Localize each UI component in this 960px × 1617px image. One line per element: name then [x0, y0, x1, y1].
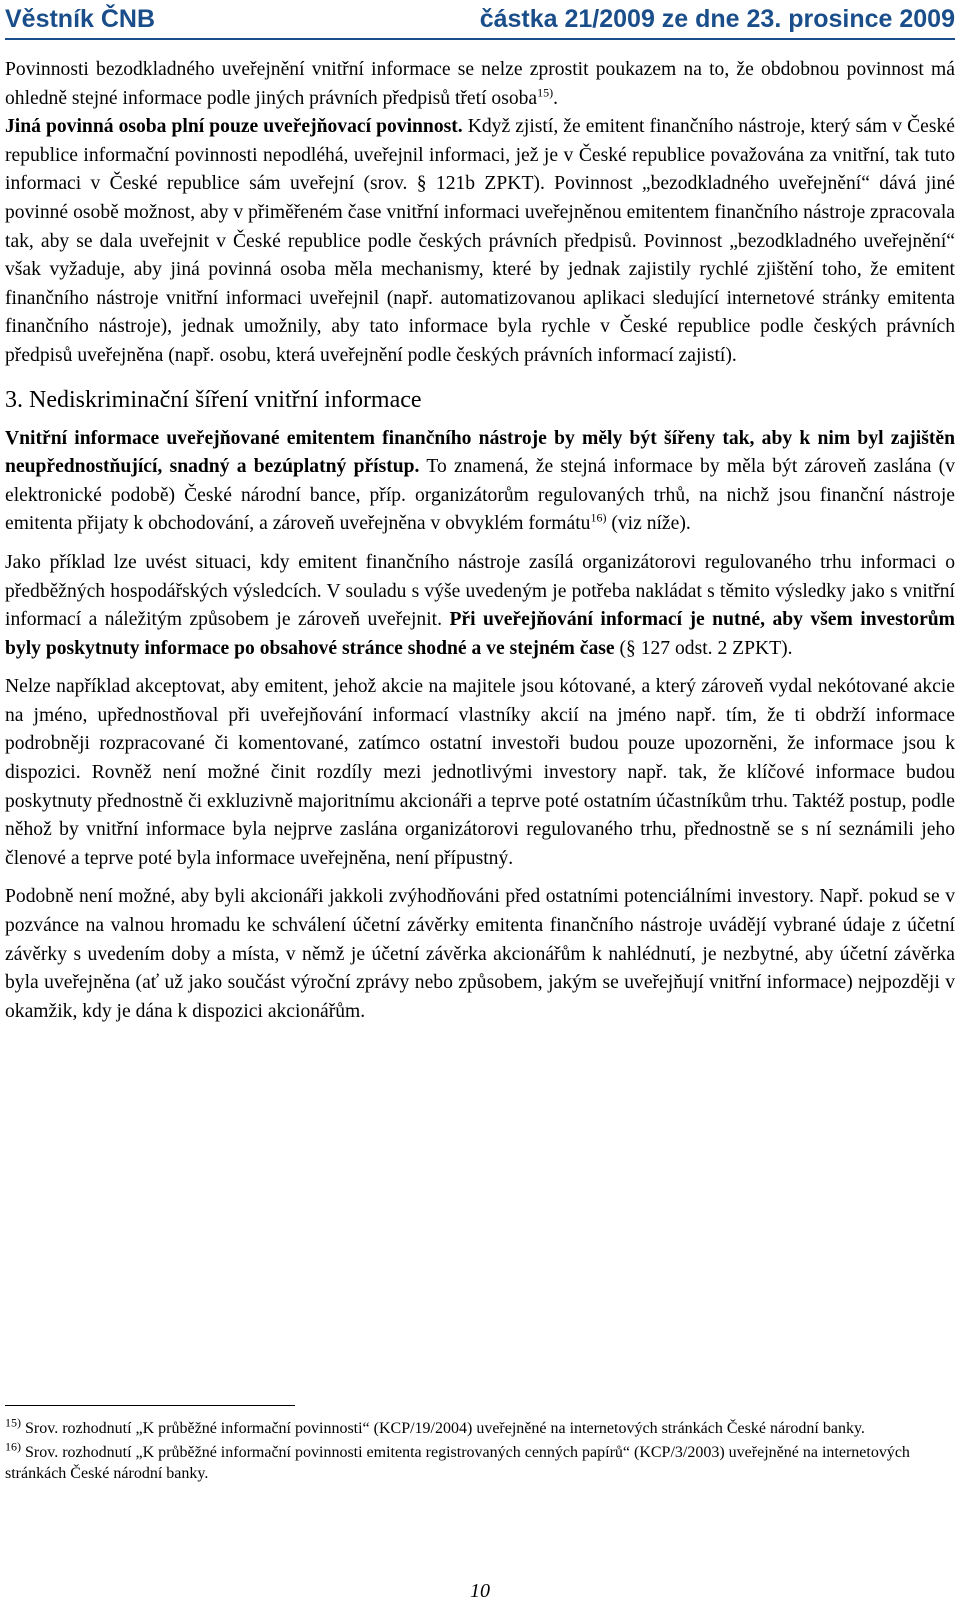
paragraph-6: [5, 883, 955, 1026]
paragraph-text: Jako příklad lze uvést situaci, kdy emitent finančního nástroje zasílá organizátorovi regulovaného trhu informaci o předběžných hospodářských výsledcích. V souladu s výše uvedeným je potřeba nakládat s těmito výsledky jako s vnitřní informací a náležitým způsobem je zároveň uveřejnit.: [5, 551, 955, 631]
paragraph-bold-lead: Vnitřní informace uveřejňované emitentem finančního nástroje by měly být šířeny tak, aby k nim byl zajištěn neupřednostňující, snadný a bezúplatný přístup.: [5, 427, 955, 478]
paragraph-text: Podobně není možné, aby byli akcionáři jakkoli zvýhodňováni před ostatními potenciálními investory. Např. pokud se v pozvánce na valnou hromadu ke schválení účetní závěrky emitenta finančního nástroje uvádějí vybrané údaje z účetní závěrky s uvedením doby a místa, v němž je účetní závěrka akcionářům k nahlédnutí, je nezbytné, aby účetní závěrka byla uveřejněna (ať už jako součást výroční zprávy nebo způsobem, jakým se uveřejňují vnitřní informace) nejpozději v okamžik, kdy je dána k dispozici akcionářům.: [5, 886, 955, 1022]
footnote-15: [5, 1415, 955, 1439]
issue-info: částka 21/2009 ze dne 23. prosince 2009: [479, 5, 955, 33]
paragraph-text: To znamená, že stejná informace by měla být zároveň zaslána (v elektronické podobě) České národní bance, příp. organizátorům regulovaných trhů, na nichž jsou finanční nástroje emitenta přijaty k obchodování, a zároveň uveřejněna v obvyklém formátu: [5, 456, 955, 535]
footnote-16: [5, 1439, 955, 1484]
paragraph-end: (§ 127 odst. 2 ZPKT).: [614, 637, 793, 659]
header-divider: [5, 38, 955, 40]
journal-title: Věstník ČNB: [5, 5, 156, 33]
paragraph-bold-lead: Jiná povinná osoba plní pouze uveřejňovací povinnost.: [5, 116, 463, 138]
paragraph-1: [5, 56, 955, 113]
footnote-divider: [5, 1405, 295, 1406]
paragraph-2: [5, 113, 955, 370]
paragraph-bold: Při uveřejňování informací je nutné, aby všem investorům byly poskytnuty informace po obsahové stránce shodné a ve stejném čase: [5, 609, 955, 659]
footnote-text: Srov. rozhodnutí „K průběžné informační povinnosti emitenta registrovaných cenných papírů“ (KCP/3/2003) uveřejněné na internetových stránkách České národní banky.: [5, 1444, 910, 1482]
footnote-ref-16: 16): [590, 510, 607, 525]
paragraph-end: (viz níže).: [606, 513, 691, 535]
paragraph-5: [5, 673, 955, 873]
page-header: [5, 4, 955, 34]
footnote-mark: 15): [5, 1415, 21, 1430]
footnotes: [5, 1405, 955, 1487]
page-body: [5, 56, 955, 1036]
paragraph-text: Povinnosti bezodkladného uveřejnění vnitřní informace se nelze zprostit poukazem na to, že obdobnou povinnost má ohledně stejné informace podle jiných právních předpisů třetí osoba: [5, 59, 955, 109]
page-number: 10: [470, 1580, 490, 1602]
paragraph-4: [5, 549, 955, 663]
section-heading: 3. Nediskriminační šíření vnitřní informace: [5, 386, 422, 413]
footnote-mark: 16): [5, 1439, 21, 1454]
paragraph-end: .: [553, 87, 559, 109]
footnote-ref-15: 15): [537, 85, 554, 100]
footnote-text: Srov. rozhodnutí „K průběžné informační povinnosti“ (KCP/19/2004) uveřejněné na internetových stránkách České národní banky.: [21, 1420, 865, 1437]
paragraph-text: Nelze například akceptovat, aby emitent, jehož akcie na majitele jsou kótované, a který zároveň vydal nekótované akcie na jméno, upřednostňoval při uveřejňování informací vlastníky akcií na jméno např. tím, že ti obdrží informace podrobněji rozpracované či komentované, zatímco ostatní investoři budou pouze upozorněni, že informace jsou k dispozici. Rovněž není možné činit rozdíly mezi jednotlivými investory např. tak, že klíčové informace budou poskytnuty přednostně či exkluzivně majoritnímu akcionáři a teprve poté ostatním účastníkům trhu. Taktéž postup, podle něhož by vnitřní informace byla nejprve zaslána organizátorovi regulovaného trhu, přednostně se s ní seznámili jeho členové a teprve poté byla informace uveřejněna, není přípustný.: [5, 676, 955, 869]
paragraph-3: [5, 425, 955, 539]
paragraph-text: Když zjistí, že emitent finančního nástroje, který sám v České republice informační povinnosti nepodléhá, uveřejnil informaci, jež je v České republice považována za vnitřní, tak tuto informaci v České republice sám uveřejní (srov. § 121b ZPKT). Povinnost „bezodkladného uveřejnění“ dává jiné povinné osobě možnost, aby v přiměřeném čase vnitřní informaci uveřejněnou emitentem finančního nástroje zpracovala tak, aby se dala uveřejnit v České republice podle českých právních předpisů. Povinnost „bezodkladného uveřejnění“ však vyžaduje, aby jiná povinná osoba měla mechanismy, které by jednak zajistily rychlé zjištění toho, že emitent finančního nástroje vnitřní informaci uveřejnil (např. automatizovanou aplikaci sledující internetové stránky emitenta finančního nástroje), jednak umožnily, aby tato informace byla rychle v České republice podle českých právních předpisů uveřejněna (např. osobu, která uveřejnění podle českých právních informací zajistí).: [5, 116, 955, 366]
